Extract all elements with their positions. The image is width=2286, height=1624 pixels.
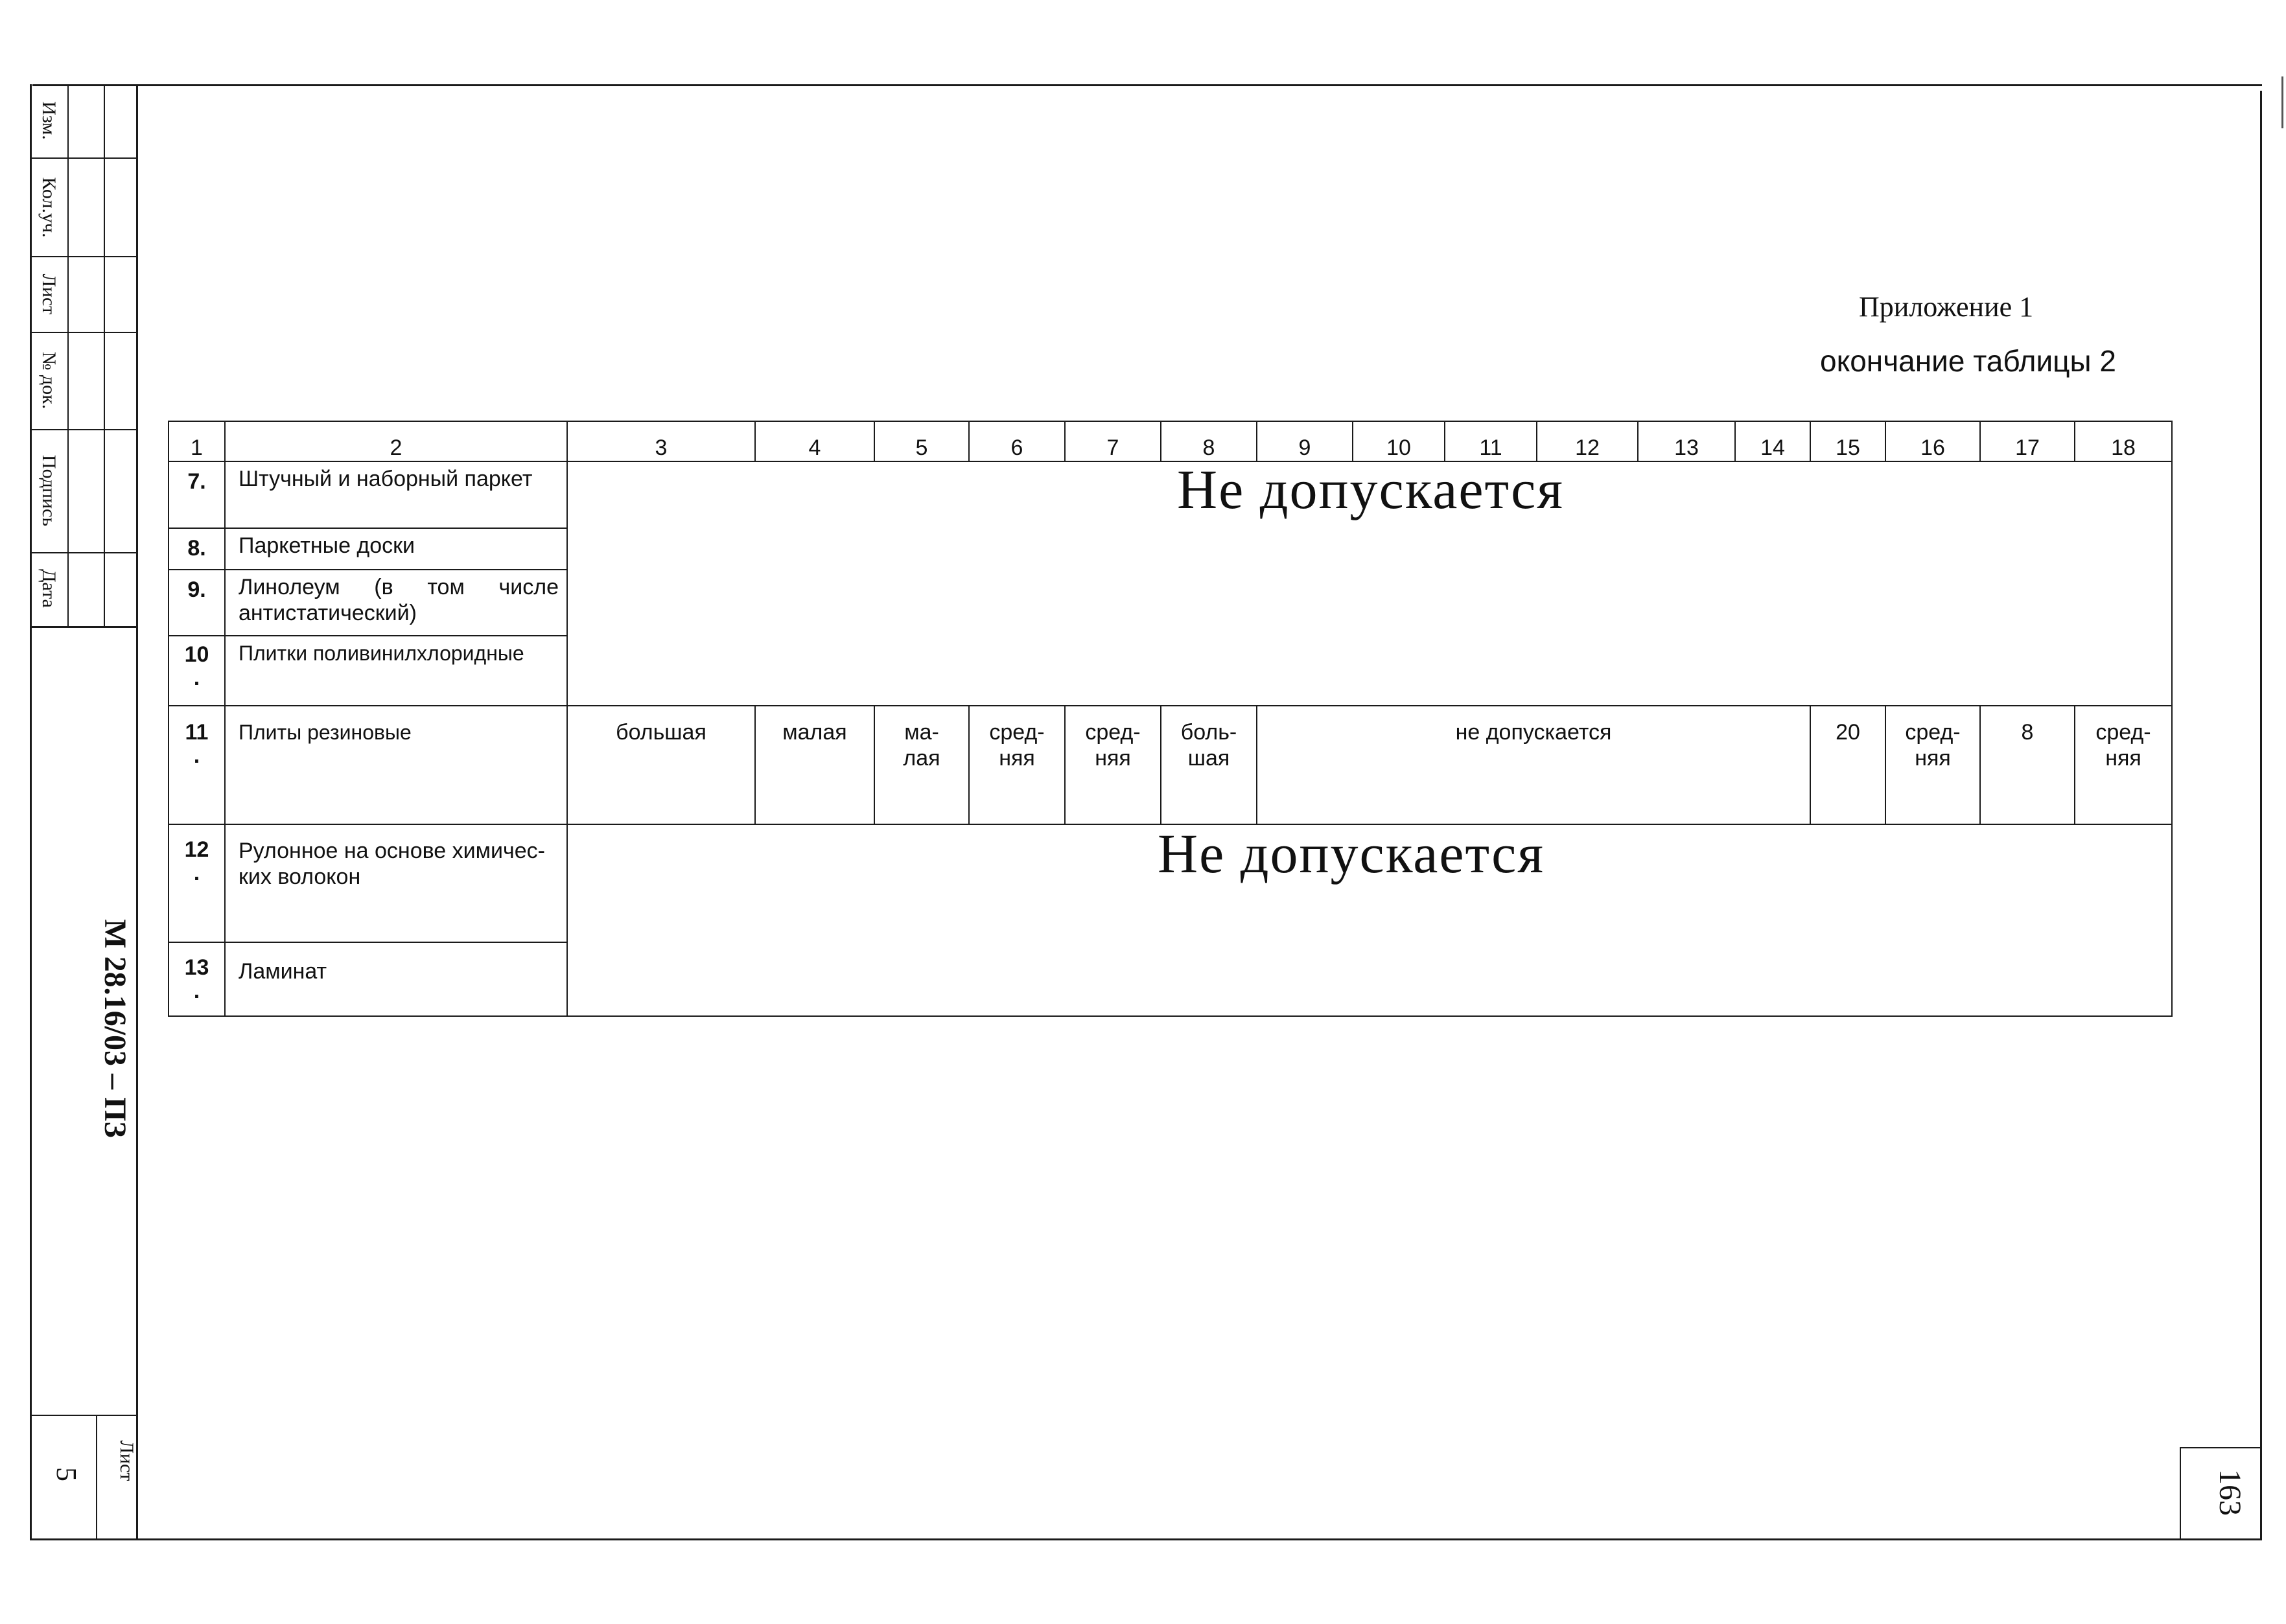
row-name: Ламинат <box>225 942 567 1016</box>
row-number: 13 . <box>169 942 225 1016</box>
col-header: 16 <box>1885 421 1980 461</box>
table-row <box>169 461 2172 528</box>
row-name: Линолеум (в том числе антистатический) <box>225 570 567 636</box>
col-header: 5 <box>874 421 969 461</box>
col-header: 18 <box>2075 421 2172 461</box>
col-header: 3 <box>567 421 755 461</box>
frame-top <box>32 84 2262 86</box>
row-number: 12 . <box>169 824 225 942</box>
col-header: 4 <box>755 421 874 461</box>
table-row <box>169 706 2172 824</box>
row-name: Паркетные доски <box>225 528 567 570</box>
row-number: 10 . <box>169 636 225 706</box>
sheet-label: Лист <box>116 1440 137 1481</box>
col-header: 11 <box>1445 421 1537 461</box>
col-header: 13 <box>1638 421 1735 461</box>
cell-col-8: боль- шая <box>1161 706 1257 824</box>
col-header: 9 <box>1257 421 1353 461</box>
frame-left-outer <box>30 84 32 1540</box>
flooring-table <box>168 421 2173 1017</box>
cell-col-6: сред- няя <box>969 706 1065 824</box>
row-number: 9. <box>169 570 225 636</box>
document-code: М 28.16/03 – ПЗ <box>98 919 132 1138</box>
col-header: 10 <box>1353 421 1445 461</box>
cell-col-4: малая <box>755 706 874 824</box>
frame-left-inner <box>136 84 138 1540</box>
frame-right <box>2260 91 2262 1540</box>
row-number: 7. <box>169 461 225 528</box>
row-name: Рулонное на основе химичес-ких волокон <box>225 824 567 942</box>
table-row <box>169 824 2172 942</box>
row-name: Плиты резиновые <box>225 706 567 824</box>
stamp-label-izm: Изм. <box>38 101 60 140</box>
page-number: 163 <box>2213 1469 2247 1516</box>
cell-col-5: ма- лая <box>874 706 969 824</box>
stamp-label-signature: Подпись <box>38 454 60 527</box>
cell-col-15: 20 <box>1810 706 1885 824</box>
merged-not-allowed-top <box>567 458 2172 706</box>
stamp-label-date: Дата <box>38 569 60 608</box>
row-name: Штучный и наборный паркет <box>225 461 567 528</box>
col-header: 6 <box>969 421 1065 461</box>
col-header: 12 <box>1537 421 1638 461</box>
cell-col-18: сред- няя <box>2075 706 2172 824</box>
table-subtitle: окончание таблицы 2 <box>1820 344 2116 378</box>
cell-col-9-14: не допускается <box>1257 706 1810 824</box>
not-allowed-text-top: Не допускается <box>1177 458 1564 520</box>
cell-col-7: сред- няя <box>1065 706 1161 824</box>
header-row <box>169 421 2172 461</box>
row-number: 11 . <box>169 706 225 824</box>
cell-col-16: сред- няя <box>1885 706 1980 824</box>
col-header: 14 <box>1735 421 1810 461</box>
row-number: 8. <box>169 528 225 570</box>
stamp-label-list: Лист <box>38 273 60 315</box>
col-header: 17 <box>1980 421 2075 461</box>
stamp-label-kol-uch: Кол.уч. <box>38 177 60 238</box>
col-header: 15 <box>1810 421 1885 461</box>
sheet-number: 5 <box>51 1467 82 1481</box>
col-header: 7 <box>1065 421 1161 461</box>
col-header: 2 <box>225 421 567 461</box>
frame-bottom <box>30 1538 2262 1540</box>
cell-col-17: 8 <box>1980 706 2075 824</box>
scan-edge-mark <box>2281 76 2283 128</box>
cell-col-3: большая <box>567 706 755 824</box>
merged-not-allowed-bottom <box>567 824 2172 1016</box>
col-header: 1 <box>169 421 225 461</box>
row-name: Плитки поливинилхлоридные <box>225 636 567 706</box>
col-header: 8 <box>1161 421 1257 461</box>
not-allowed-text-bottom: Не допускается <box>1158 822 1545 885</box>
appendix-title: Приложение 1 <box>1859 291 2034 323</box>
stamp-label-doc-number: № док. <box>38 351 60 410</box>
